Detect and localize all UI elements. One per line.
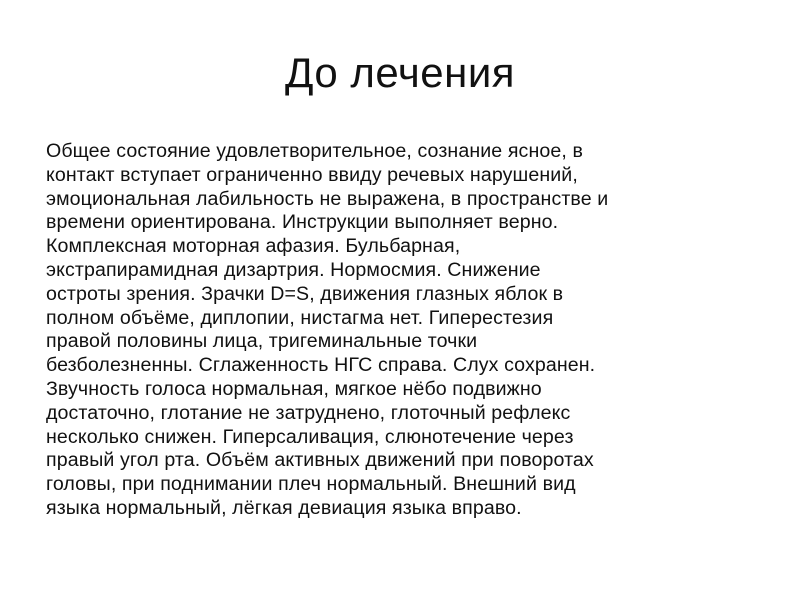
body-line: Звучность голоса нормальная, мягкое нёбо подвижно [46, 377, 542, 400]
body-line: времени ориентирована. Инструкции выполняет верно. [46, 211, 559, 234]
body-line: правый угол рта. Объём активных движений при поворотах [46, 449, 594, 472]
body-line: несколько снижен. Гиперсаливация, слюнотечение через [46, 425, 574, 448]
body-line: правой половины лица, тригеминальные точки [46, 330, 478, 353]
body-line: эмоциональная лабильность не выражена, в пространстве и [46, 187, 609, 210]
body-line: контакт вступает ограниченно ввиду речевых нарушений, [46, 163, 578, 186]
body-line: достаточно, глотание не затруднено, глоточный рефлекс [46, 401, 571, 424]
body-line: языка нормальный, лёгкая девиация языка вправо. [46, 496, 522, 519]
body-line: безболезненны. Сглаженность НГС справа. Слух сохранен. [46, 354, 596, 377]
body-line: экстрапирамидная дизартрия. Нормосмия. Снижение [46, 258, 541, 281]
body-line: Общее состояние удовлетворительное, сознание ясное, в [46, 140, 583, 162]
slide-title: До лечения [284, 49, 516, 96]
body-line: головы, при поднимании плеч нормальный. Внешний вид [46, 473, 576, 496]
body-line: остроты зрения. Зрачки D=S, движения глазных яблок в [46, 282, 564, 305]
slide-body-text [46, 140, 756, 521]
body-line: Комплексная моторная афазия. Бульбарная, [46, 235, 461, 258]
body-line: полном объёме, диплопии, нистагма нет. Гиперестезия [46, 306, 554, 329]
